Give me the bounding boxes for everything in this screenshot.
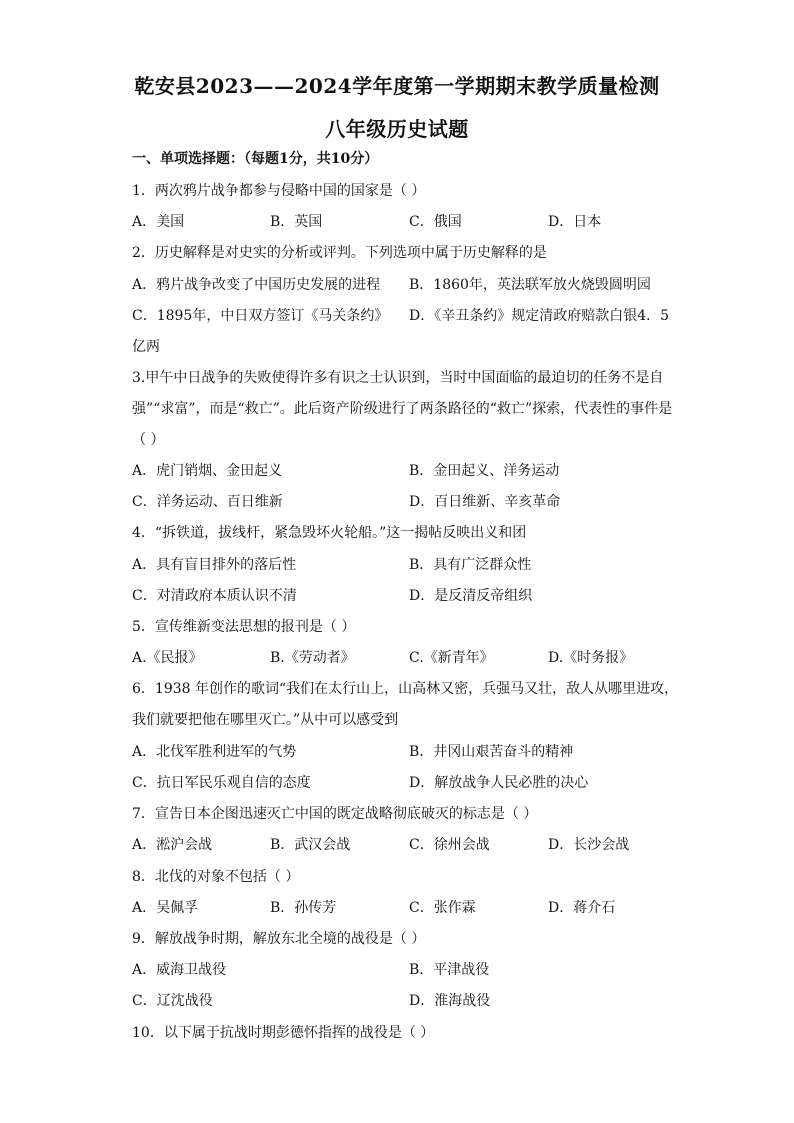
question-2-option-b: B．1860年，英法联军放火烧毁圆明园 <box>409 277 651 293</box>
question-2-option-a: A．鸦片战争改变了中国历史发展的进程 <box>132 277 381 293</box>
question-6-option-b: B．井冈山艰苦奋斗的精神 <box>409 744 574 760</box>
question-4-option-b: B．具有广泛群众性 <box>409 557 532 573</box>
question-5-option-a: A.《民报》 <box>132 650 203 666</box>
question-7-option-d: D．长沙会战 <box>548 837 630 853</box>
exam-title: 乾安县2023——2024学年度第一学期期末教学质量检测 <box>134 74 660 98</box>
question-10-stem: 10．以下属于抗战时期彭德怀指挥的战役是（ ） <box>132 1025 435 1041</box>
question-2-option-d: D．《辛丑条约》规定清政府赔款白银4．5 <box>409 308 670 324</box>
question-1-option-c: C．俄国 <box>409 214 462 230</box>
question-3-stem-line1: 3.甲午中日战争的失败使得许多有识之士认识到，当时中国面临的最迫切的任务不是自 <box>132 370 664 386</box>
question-7-option-c: C．徐州会战 <box>409 837 490 853</box>
question-5-stem: 5．宣传维新变法思想的报刊是（ ） <box>132 619 356 635</box>
question-8-option-b: B．孙传芳 <box>270 900 337 916</box>
question-3-option-a: A．虎门销烟、金田起义 <box>132 463 283 479</box>
question-7-option-a: A．淞沪会战 <box>132 837 213 853</box>
exam-subtitle: 八年级历史试题 <box>325 117 469 141</box>
question-9-option-d: D．淮海战役 <box>409 993 491 1009</box>
question-1-stem: 1．两次鸦片战争都参与侵略中国的国家是（ ） <box>132 183 426 199</box>
question-5-option-c: C.《新青年》 <box>409 650 494 666</box>
question-3-stem-line2: 强”“求富”，而是“救亡”。此后资产阶级进行了两条路径的“救亡”探索，代表性的事件是 <box>132 401 673 417</box>
question-9-option-a: A．威海卫战役 <box>132 962 227 978</box>
question-4-option-d: D．是反清反帝组织 <box>409 588 533 604</box>
question-4-option-c: C．对清政府本质认识不清 <box>132 588 297 604</box>
question-7-option-b: B．武汉会战 <box>270 837 351 853</box>
question-8-option-d: D．蒋介石 <box>548 900 616 916</box>
question-9-option-c: C．辽沈战役 <box>132 993 213 1009</box>
question-1-option-b: B．英国 <box>270 214 323 230</box>
question-9-stem: 9．解放战争时期，解放东北全境的战役是（ ） <box>132 931 426 947</box>
question-8-stem: 8．北伐的对象不包括（ ） <box>132 869 300 885</box>
question-4-option-a: A．具有盲目排外的落后性 <box>132 557 297 573</box>
question-5-option-b: B.《劳动者》 <box>270 650 355 666</box>
question-6-stem-line1: 6．1938 年创作的歌词“我们在太行山上，山高林又密，兵强马又壮，敌人从哪里进攻， <box>132 681 679 697</box>
question-6-option-d: D．解放战争人民必胜的决心 <box>409 775 589 791</box>
question-2-option-c: C．1895年，中日双方签订《马关条约》 <box>132 308 389 324</box>
question-9-option-b: B．平津战役 <box>409 962 490 978</box>
section-heading: 一、单项选择题：（每题1分，共10分） <box>132 151 379 167</box>
question-8-option-a: A．吴佩孚 <box>132 900 199 916</box>
question-2-stem: 2．历史解释是对史实的分析或评判。下列选项中属于历史解释的是 <box>132 245 547 261</box>
question-5-option-d: D.《时务报》 <box>548 650 634 666</box>
question-6-option-c: C．抗日军民乐观自信的态度 <box>132 775 311 791</box>
question-1-option-a: A．美国 <box>132 214 185 230</box>
question-3-stem-line3: （ ） <box>132 432 165 448</box>
question-3-option-d: D．百日维新、辛亥革命 <box>409 494 561 510</box>
question-6-stem-line2: 我们就要把他在哪里灭亡。”从中可以感受到 <box>132 712 399 728</box>
question-7-stem: 7．宣告日本企图迅速灭亡中国的既定战略彻底破灭的标志是（ ） <box>132 806 538 822</box>
question-2-option-d-continued: 亿两 <box>132 339 160 355</box>
question-3-option-c: C．洋务运动、百日维新 <box>132 494 283 510</box>
question-3-option-b: B．金田起义、洋务运动 <box>409 463 560 479</box>
question-8-option-c: C．张作霖 <box>409 900 476 916</box>
question-1-option-d: D．日本 <box>548 214 602 230</box>
question-4-stem: 4．“拆铁道，拔线杆，紧急毁坏火轮船。”这一揭帖反映出义和团 <box>132 525 527 541</box>
question-6-option-a: A．北伐军胜利进军的气势 <box>132 744 297 760</box>
